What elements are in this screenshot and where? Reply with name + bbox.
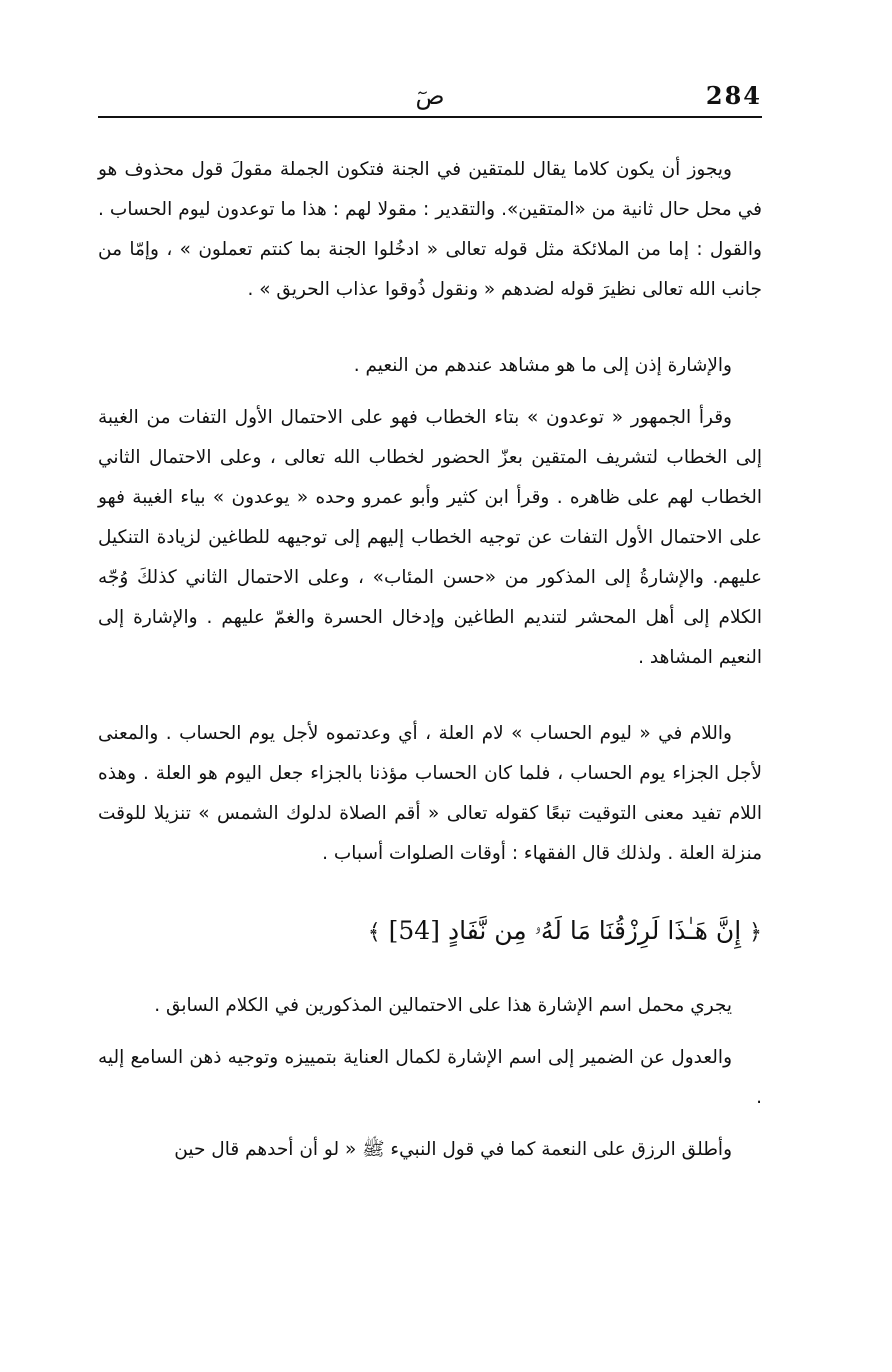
paragraph-2: والإشارة إذن إلى ما هو مشاهد عندهم من النعيم . bbox=[353, 355, 732, 376]
header-rule bbox=[98, 116, 762, 118]
verse-open-bracket: ﴿ bbox=[749, 920, 762, 945]
paragraph-1: ويجوز أن يكون كلاما يقال للمتقين في الجنة فتكون الجملة مقولَ قول محذوف هو في محل حال ثانية من «المتقين». والتقدير : مقولا لهم : هذا ما توعدون ليوم الحساب . والقول : إما من الملائكة مثل قوله تعالى « ادخُلوا الجنة بما كنتم تعملون » ، وإمّا من جانب الله تعالى نظيرَ قوله لضدهم « ونقول ذُوقوا عذاب الحريق » . bbox=[98, 159, 762, 300]
paragraph-3: وقرأ الجمهور « توعدون » بتاء الخطاب فهو على الاحتمال الأول التفات من الغيبة إلى الخطاب لتشريف المتقين بعزّ الحضور لخطاب الله تعالى ، وعلى الاحتمال الثاني الخطاب لهم على ظاهره . وقرأ ابن كثير وأبو عمرو وحده « يوعدون » بياء الغيبة فهو على الاحتمال الأول التفات عن توجيه الخطاب إليهم إلى توجيهه للطاغين لزيادة التنكيل عليهم. والإشارةُ إلى المذكور من «حسن المئاب» ، وعلى الاحتمال الثاني كذلكَ وُجّه الكلام إلى أهل المحشر لتنديم الطاغين وإدخال الحسرة والغمّ عليهم . والإشارة إلى النعيم المشاهد . bbox=[98, 407, 762, 668]
verse-text: إِنَّ هَـٰذَا لَرِزْقُنَا مَا لَهُۥ مِن نَّفَادٍ bbox=[447, 916, 742, 945]
verse-number: [54] bbox=[388, 916, 440, 945]
page-header bbox=[98, 76, 762, 116]
body-text bbox=[98, 150, 762, 1170]
page-number: 284 bbox=[705, 81, 762, 110]
paragraph-5: يجري محمل اسم الإشارة هذا على الاحتمالين المذكورين في الكلام السابق . bbox=[154, 995, 732, 1016]
running-head: صٓ bbox=[415, 82, 445, 110]
paragraph-4: واللام في « ليوم الحساب » لام العلة ، أي وعدتموه لأجل يوم الحساب . والمعنى لأجل الجزاء يوم الحساب ، فلما كان الحساب مؤذنا بالجزاء جعل اليوم هو العلة . وهذه اللام تفيد معنى التوقيت تبعًا كقوله تعالى « أقم الصلاة لدلوك الشمس » تنزيلا للوقت منزلة العلة . ولذلك قال الفقهاء : أوقات الصلوات أسباب . bbox=[98, 723, 762, 864]
paragraph-7: وأطلق الرزق على النعمة كما في قول النبيء ﷺ « لو أن أحدهم قال حين bbox=[174, 1139, 732, 1160]
quran-verse bbox=[98, 908, 762, 956]
paragraph-6: والعدول عن الضمير إلى اسم الإشارة لكمال العناية بتمييزه وتوجيه ذهن السامع إليه . bbox=[98, 1047, 762, 1108]
verse-close-bracket: ﴾ bbox=[367, 920, 381, 945]
